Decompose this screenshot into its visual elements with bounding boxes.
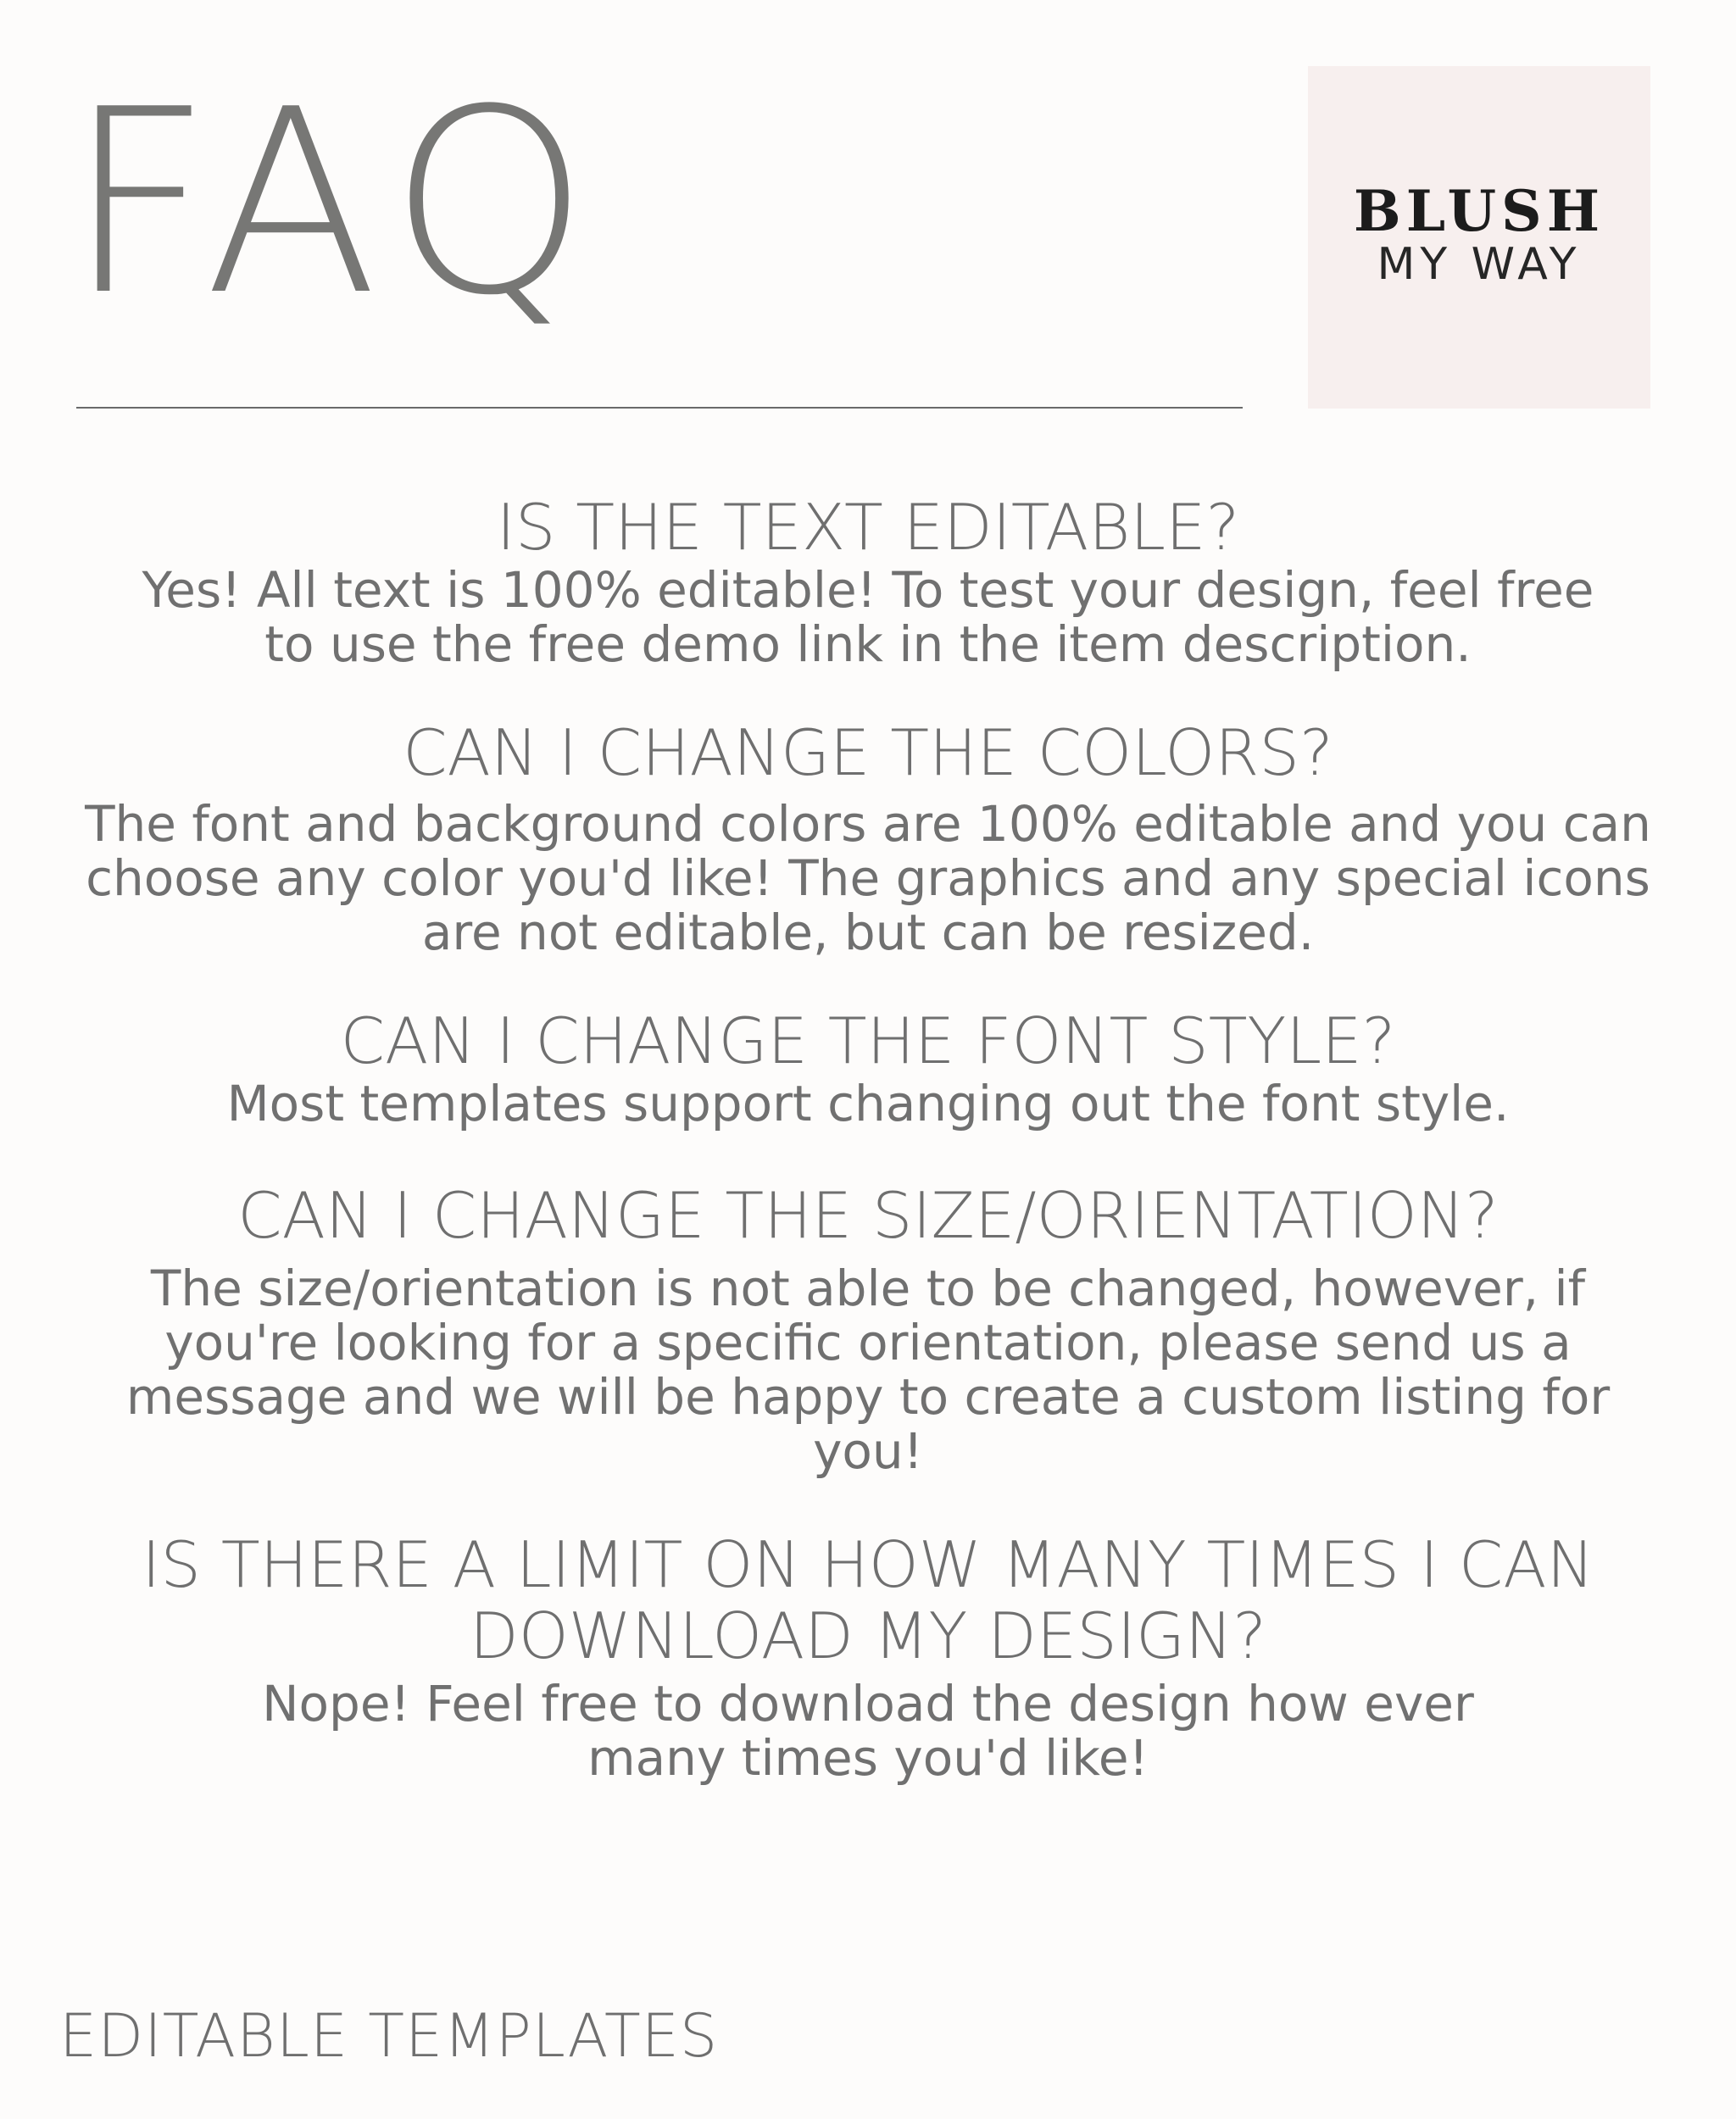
faq-item-change-colors [68,717,1668,959]
footer-tagline: EDITABLE TEMPLATES [59,2001,719,2071]
faq-item-text-editable [68,492,1668,671]
faq-answer: Most templates support changing out the font style. [226,1075,1510,1132]
faq-question: IS THERE A LIMIT ON HOW MANY TIMES I CAN DOWNLOAD MY DESIGN? [142,1527,1594,1673]
faq-question: CAN I CHANGE THE SIZE/ORIENTATION? [237,1178,1499,1253]
logo-wordmark-bottom: MY WAY [1377,239,1582,290]
title-divider [76,407,1243,409]
faq-list [68,492,1668,1785]
logo-wordmark-top: BLUSH [1353,178,1605,244]
faq-item-download-limit [68,1529,1668,1785]
faq-item-font-style [68,1005,1668,1131]
faq-question: CAN I CHANGE THE FONT STYLE? [340,1004,1396,1078]
faq-answer: The size/orientation is not able to be changed, however, if you're looking for a specific orientation, please send us a message and we will be happy to create a custom listing for you! [125,1260,1611,1480]
page-title: FAQ [66,55,605,351]
faq-answer: The font and background colors are 100% editable and you can choose any color you'd like! The graphics and any special icons are not editable, but can be resized. [85,795,1651,961]
faq-question: CAN I CHANGE THE COLORS? [403,715,1333,790]
faq-answer: Nope! Feel free to download the design how ever many times you'd like! [262,1675,1474,1787]
faq-question: IS THE TEXT EDITABLE? [496,490,1240,565]
faq-item-size-orientation [68,1180,1668,1478]
brand-logo [1308,66,1650,409]
faq-answer: Yes! All text is 100% editable! To test your design, feel free to use the free demo link in the item description. [142,561,1594,673]
